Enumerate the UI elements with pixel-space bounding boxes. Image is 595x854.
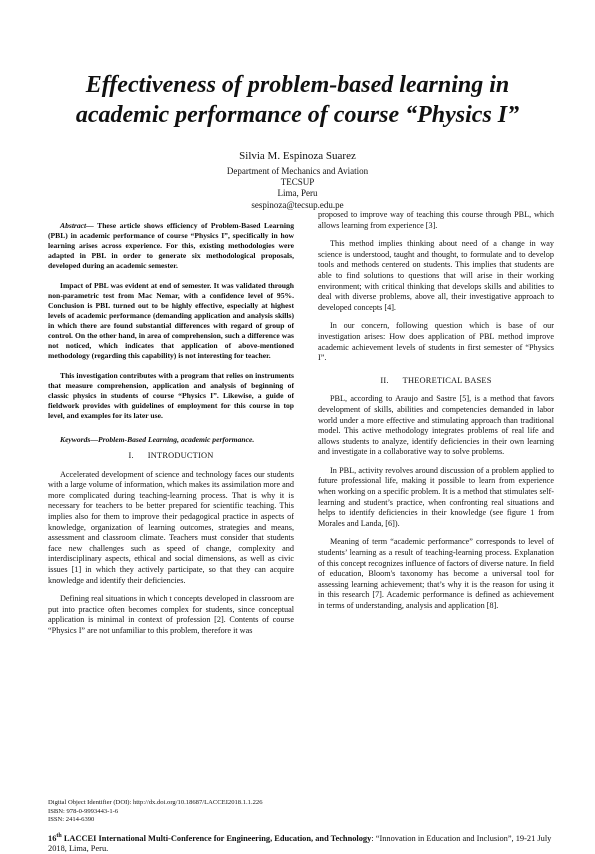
issn: ISSN: 2414-6390 xyxy=(48,816,95,824)
theory-paragraph-2: In PBL, activity revolves around discussion of a problem applied to future professional life, making it possible to learn from experience when working on a specific problem. It is a method that stimulates self-learning and student’s practice, when confronting real situations and helps to identify deficiencies in their knowledge (see figure 1 from Morales and Landa, [6]). xyxy=(318,465,554,528)
keywords: Keywords—Problem-Based Learning, academic performance. xyxy=(60,435,255,444)
conference-number: 16 xyxy=(48,833,57,843)
conference-details: : “Innovation in Education and Inclusion”, 19-21 July 2018, Lima, Peru. xyxy=(48,833,552,853)
section-number: II. xyxy=(380,375,389,385)
section-title: THEORETICAL BASES xyxy=(402,375,492,385)
abstract-lead: Abstract— xyxy=(60,221,94,230)
intro-paragraph-1: Accelerated development of science and technology faces our students with a large volume of information, which makes its assimilation more and more complicated during teaching-learning process. That is why it is necessary for teachers to be better prepared for scientific teaching. This implies also for them to improve their pedagogical practice in aspects of knowledge, organization of learning outcomes, strategies and means, assessment and classroom climate. Teachers must consider that students face new challenges such as speed of change, complexity and interdisciplinary aspects, ethical and social dimensions, as well as civic issues [1] in which they actively participate, so that they can acquire knowledge and identify their deficiencies. xyxy=(48,469,294,585)
theory-paragraph-3: Meaning of term “academic performance” corresponds to level of students’ learning as a result of teaching-learning process. Explanation of this concept recognizes influence of factors of diverse nature. In field of education, Bloom's taxonomy has become a universal tool for assessing learning achievement; that’s why it is the reason for using it in this research [7]. Academic performance is defined as achievement in terms of understanding, analysis and application [8]. xyxy=(318,537,554,610)
section-heading-introduction xyxy=(48,451,294,462)
author-affiliation xyxy=(0,166,595,211)
abstract-paragraph-2: Impact of PBL was evident at end of semester. It was validated through non-parametric test from Mac Nemar, with a confidence level of 95%. Conclusion is PBL turned out to be highly effective, especially at highest levels of academic performance (demanding application and analysis skills) in which there are found substantial differences with regard of group of control. On the other hand, in area of comprehension, such a difference was not noticed, which indicates that application of above-mentioned methodology (regarding this capability) is not interesting for teacher. xyxy=(48,281,294,360)
section-title-initial: I xyxy=(147,451,151,460)
affiliation-institution: TECSUP xyxy=(280,177,315,188)
doi[interactable]: Digital Object Identifier (DOI): http://dx.doi.org/10.18687/LACCEI2018.1.1.226 xyxy=(48,799,263,806)
section-title-rest: NTRODUCTION xyxy=(150,451,214,460)
section-heading-theoretical-bases xyxy=(318,376,554,387)
right-column xyxy=(318,210,554,620)
title-line-1: Effectiveness of problem-based learning in xyxy=(85,72,510,98)
conference-ordinal: th xyxy=(56,833,62,839)
author-name: Silvia M. Espinoza Suarez xyxy=(239,150,356,162)
abstract-paragraph-3: This investigation contributes with a program that relies on instruments that measure comprehension, application and analysis of beginning of classic physics in students of course “Physics I”. Likewise, a guide of fieldwork provides with guidelines of employment for this course in top level, and examples for its later use. xyxy=(48,371,294,420)
author-email[interactable]: sespinoza@tecsup.edu.pe xyxy=(251,199,344,210)
continued-paragraph: proposed to improve way of teaching this course through PBL, which allows learning from experience [3]. xyxy=(318,210,554,230)
abstract xyxy=(48,221,294,421)
paper-title xyxy=(40,70,555,130)
conference-footer xyxy=(48,831,558,854)
abstract-text-1: These article shows efficiency of Problem-Based Learning (PBL) in academic performance of course “Physics I”, specifically in how learning arises across experience. For this, existing methodologies were adapted in PBL in order to generate six methodological proposals, developed during an academic semester. xyxy=(48,221,294,270)
theory-paragraph-1: PBL, according to Araujo and Sastre [5], is a method that favors development of skills, abilities and competencies demanded in labor world under a more effective and stimulating approach than traditional model. This active methodology integrates problems of real life and allows students to analyze, identify deficiencies in their own learning and investigate in a collaborative way to solve problems. xyxy=(318,394,554,457)
method-paragraph: This method implies thinking about need of a change in way science is understood, taught and thought, to formulate and to develop tools and methods centered on students. This implies that students are able to find solutions to questions that will arise in their working environment; with critical thinking that develops skills and abilities to deal with diverse problems, above all, their investigative approach to developed concepts [4]. xyxy=(318,239,554,312)
section-number: I. xyxy=(128,451,134,460)
conference-name: LACCEI International Multi-Conference for Engineering, Education, and Technology xyxy=(61,833,372,843)
affiliation-city: Lima, Peru xyxy=(277,188,318,199)
isbn: ISBN: 978-0-9993443-1-6 xyxy=(48,807,119,815)
footer-identifiers xyxy=(48,799,263,825)
question-paragraph: In our concern, following question which is base of our investigation arises: How does application of PBL method improve academic achievement levels of students in first semester of “Physics I”. xyxy=(318,321,554,363)
abstract-paragraph-1 xyxy=(48,221,294,271)
title-line-2: academic performance of course “Physics I” xyxy=(75,102,520,128)
left-column xyxy=(48,221,294,645)
intro-paragraph-2: Defining real situations in which t concepts developed in classroom are put into practice often becomes complex for students, since conceptual application is minimal in context of profession [2]. Contents of course “Physics I” are not unfamiliar to this problem, therefore it was xyxy=(48,594,294,635)
affiliation-department: Department of Mechanics and Aviation xyxy=(226,166,369,176)
